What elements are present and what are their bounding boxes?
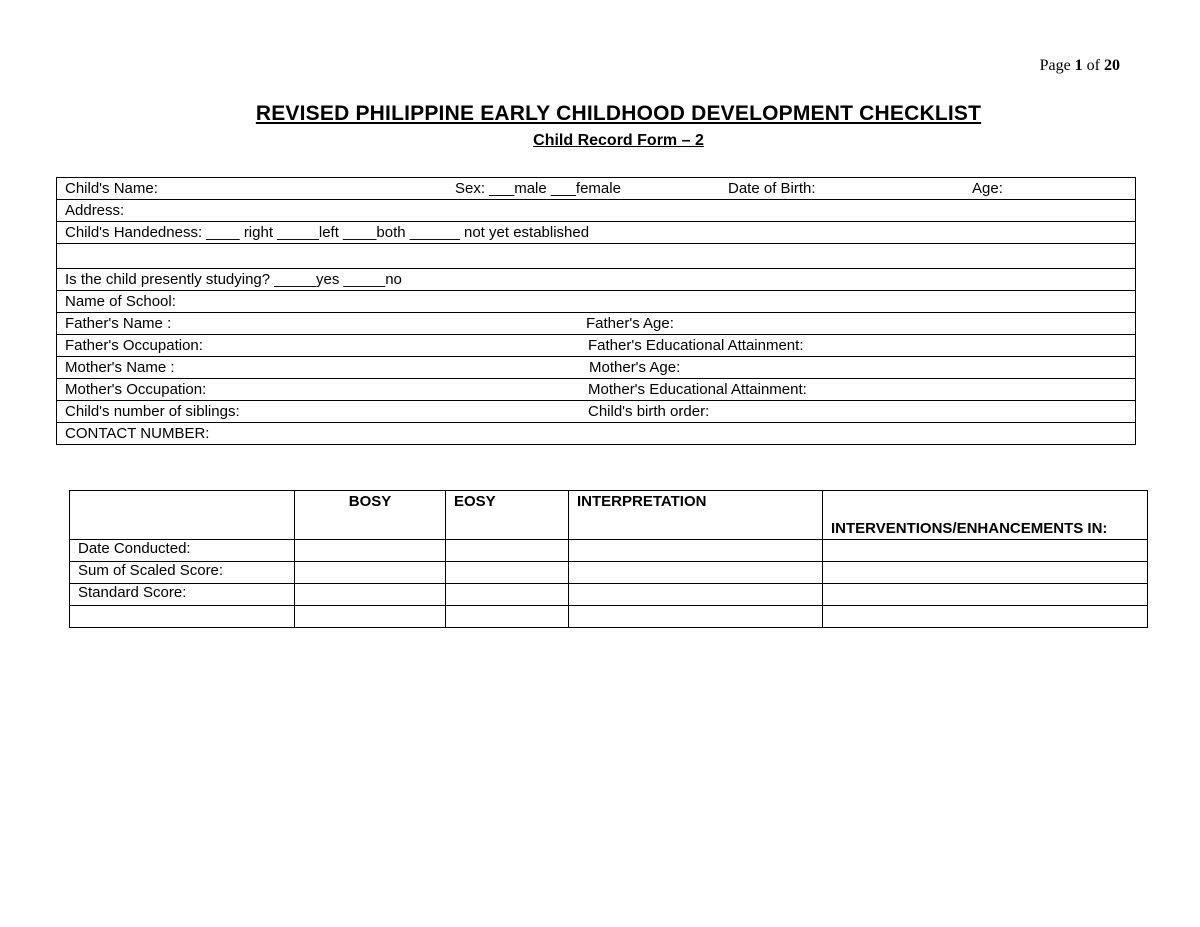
info-row-address [57, 200, 1135, 222]
mother-education-field[interactable]: Mother's Educational Attainment: [588, 381, 807, 398]
info-row-father-occupation [57, 335, 1135, 357]
eosy-cell[interactable] [446, 584, 569, 606]
scores-table [69, 490, 1148, 628]
interventions-cell[interactable] [823, 606, 1148, 628]
row-label-standard-score: Standard Score: [70, 584, 295, 606]
page-of-label: of [1086, 57, 1100, 74]
birth-order-field[interactable]: Child's birth order: [588, 403, 710, 420]
page-label: Page [1039, 57, 1071, 74]
row-label-blank [70, 606, 295, 628]
table-row [70, 606, 1148, 628]
page-current: 1 [1074, 57, 1083, 74]
bosy-cell[interactable] [295, 540, 446, 562]
scores-header-interventions: INTERVENTIONS/ENHANCEMENTS IN: [823, 491, 1148, 540]
interventions-cell[interactable] [823, 540, 1148, 562]
info-row-mother-occupation [57, 379, 1135, 401]
interventions-cell[interactable] [823, 584, 1148, 606]
scores-header-blank [70, 491, 295, 540]
bosy-cell[interactable] [295, 562, 446, 584]
father-occupation-field[interactable]: Father's Occupation: [65, 337, 203, 354]
mother-occupation-field[interactable]: Mother's Occupation: [65, 381, 207, 398]
school-field[interactable]: Name of School: [65, 293, 176, 310]
row-label-sum-scaled-score: Sum of Scaled Score: [70, 562, 295, 584]
studying-field[interactable]: Is the child presently studying? _____yes _____no [65, 271, 402, 288]
table-row [70, 562, 1148, 584]
table-row [70, 584, 1148, 606]
info-row-handedness [57, 222, 1135, 244]
info-row-father-name [57, 313, 1135, 335]
address-field[interactable]: Address: [65, 202, 125, 219]
scores-header-interpretation: INTERPRETATION [569, 491, 823, 540]
siblings-field[interactable]: Child's number of siblings: [65, 403, 240, 420]
interpretation-cell[interactable] [569, 540, 823, 562]
child-info-table [56, 177, 1136, 445]
interventions-cell[interactable] [823, 562, 1148, 584]
father-age-field[interactable]: Father's Age: [586, 315, 674, 332]
bosy-cell[interactable] [295, 584, 446, 606]
info-row-name [57, 178, 1135, 200]
age-field[interactable]: Age: [972, 180, 1003, 197]
mother-age-field[interactable]: Mother's Age: [589, 359, 681, 376]
row-label-date-conducted: Date Conducted: [70, 540, 295, 562]
document-title: REVISED PHILIPPINE EARLY CHILDHOOD DEVELOPMENT CHECKLIST [255, 102, 982, 125]
contact-number-field[interactable]: CONTACT NUMBER: [65, 425, 210, 442]
interpretation-cell[interactable] [569, 584, 823, 606]
eosy-cell[interactable] [446, 562, 569, 584]
table-row [70, 540, 1148, 562]
handedness-field[interactable]: Child's Handedness: ____ right _____left ____both ______ not yet established [65, 224, 590, 241]
bosy-cell[interactable] [295, 606, 446, 628]
sex-field[interactable]: Sex: ___male ___female [455, 180, 621, 197]
info-row-mother-name [57, 357, 1135, 379]
eosy-cell[interactable] [446, 606, 569, 628]
interpretation-cell[interactable] [569, 562, 823, 584]
interpretation-cell[interactable] [569, 606, 823, 628]
document-subtitle: Child Record Form – 2 [533, 132, 704, 149]
date-of-birth-field[interactable]: Date of Birth: [728, 180, 816, 197]
father-name-field[interactable]: Father's Name : [65, 315, 172, 332]
info-row-school [57, 291, 1135, 313]
info-row-siblings [57, 401, 1135, 423]
page-number [1040, 57, 1120, 75]
mother-name-field[interactable]: Mother's Name : [65, 359, 175, 376]
scores-header-row [70, 491, 1148, 540]
info-row-studying [57, 269, 1135, 291]
page-total: 20 [1104, 57, 1120, 74]
scores-header-eosy: EOSY [446, 491, 569, 540]
childs-name-field[interactable]: Child's Name: [65, 180, 158, 197]
scores-header-bosy: BOSY [295, 491, 446, 540]
eosy-cell[interactable] [446, 540, 569, 562]
info-row-contact [57, 423, 1135, 444]
info-row-blank [57, 244, 1135, 269]
father-education-field[interactable]: Father's Educational Attainment: [588, 337, 804, 354]
